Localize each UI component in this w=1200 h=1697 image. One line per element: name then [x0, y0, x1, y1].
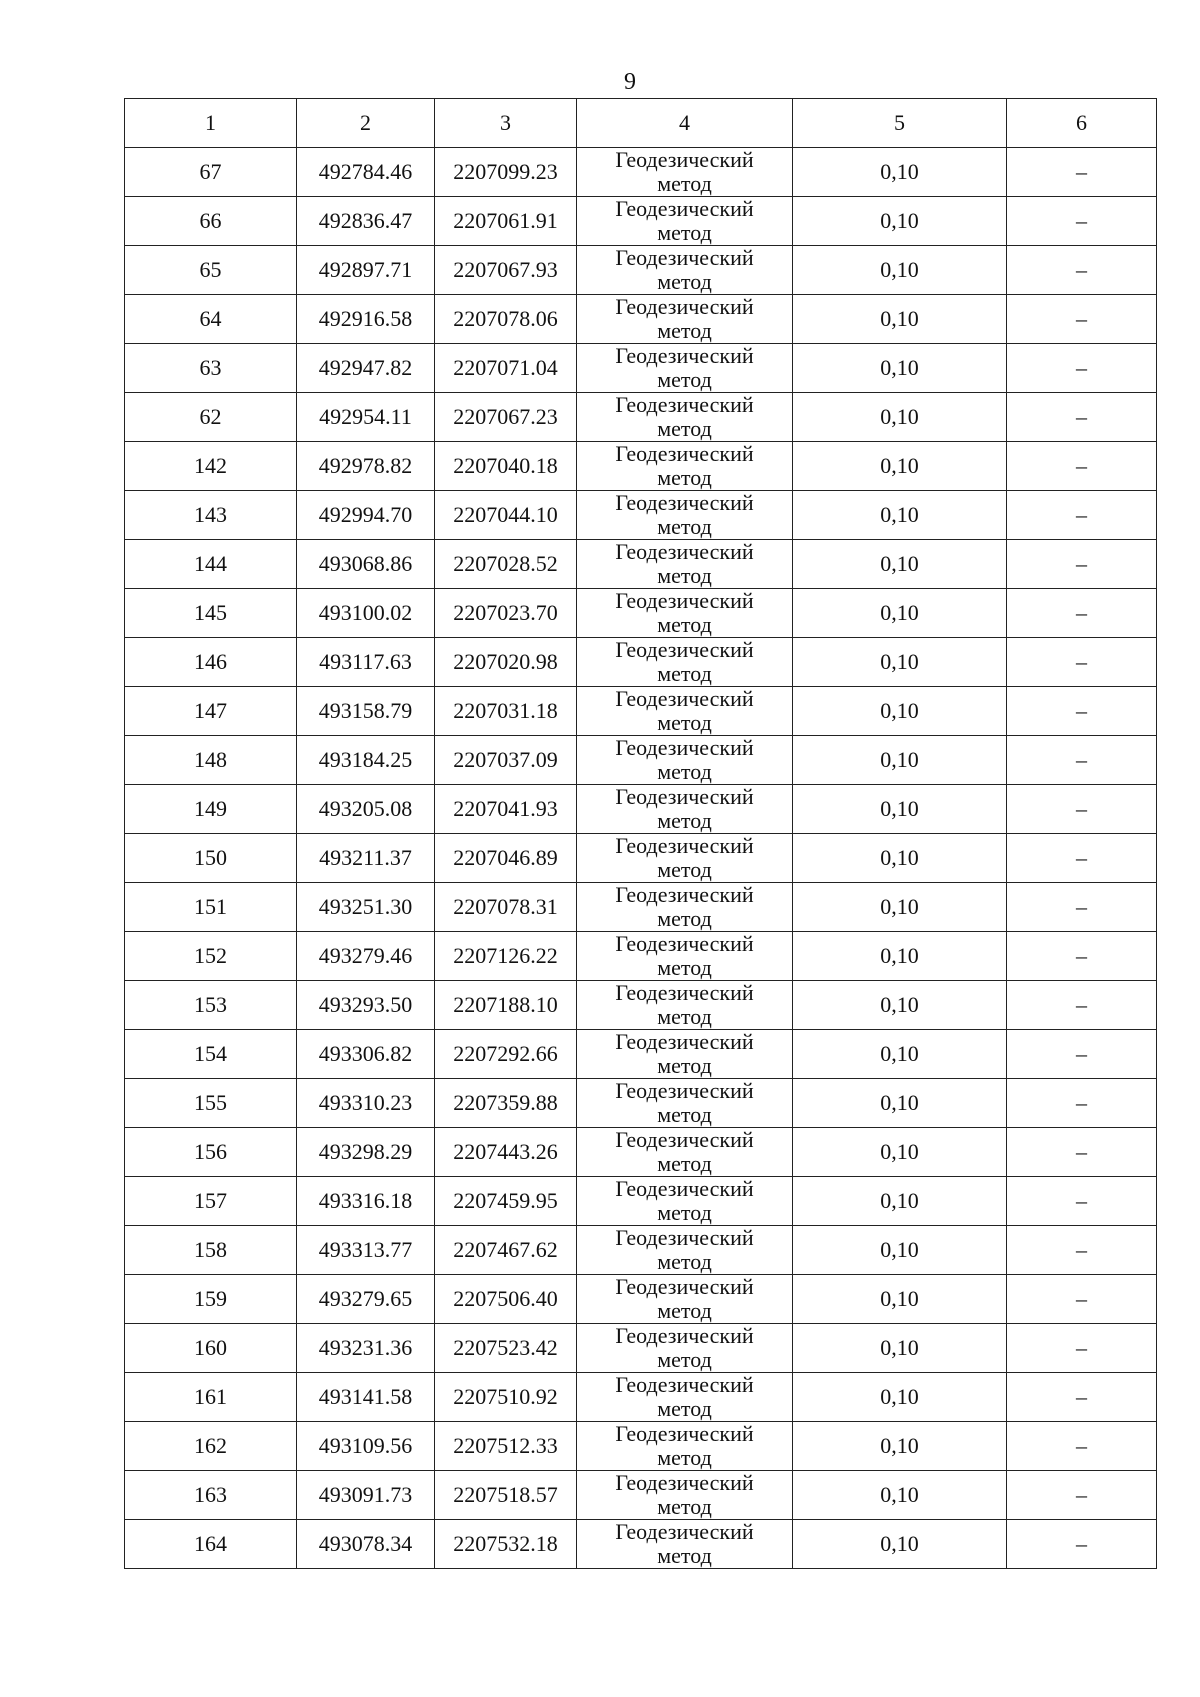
- table-row: [125, 1471, 1157, 1520]
- accuracy-cell: 0,10: [793, 1079, 1007, 1128]
- table-row: [125, 1422, 1157, 1471]
- table-row: [125, 638, 1157, 687]
- table-row: [125, 1177, 1157, 1226]
- method-cell: [577, 785, 793, 834]
- method-line-2: метод: [657, 759, 712, 784]
- point-number-cell: 160: [125, 1324, 297, 1373]
- method-cell: [577, 295, 793, 344]
- x-coordinate-cell: 493279.46: [297, 932, 435, 981]
- point-number-cell: 149: [125, 785, 297, 834]
- method-cell: [577, 638, 793, 687]
- method-cell: [577, 393, 793, 442]
- table-header-row: [125, 99, 1157, 148]
- method-line-2: метод: [657, 906, 712, 931]
- point-number-cell: 64: [125, 295, 297, 344]
- point-number-cell: 67: [125, 148, 297, 197]
- method-line-1: Геодезический: [615, 1372, 754, 1397]
- point-number-cell: 154: [125, 1030, 297, 1079]
- note-cell: –: [1007, 1275, 1157, 1324]
- point-number-cell: 145: [125, 589, 297, 638]
- note-cell: –: [1007, 197, 1157, 246]
- point-number-cell: 150: [125, 834, 297, 883]
- method-line-2: метод: [657, 220, 712, 245]
- table-row: [125, 246, 1157, 295]
- x-coordinate-cell: 493306.82: [297, 1030, 435, 1079]
- note-cell: –: [1007, 932, 1157, 981]
- column-header: 6: [1007, 99, 1157, 148]
- y-coordinate-cell: 2207020.98: [435, 638, 577, 687]
- method-line-2: метод: [657, 1298, 712, 1323]
- x-coordinate-cell: 492994.70: [297, 491, 435, 540]
- method-cell: [577, 834, 793, 883]
- note-cell: –: [1007, 1079, 1157, 1128]
- note-cell: –: [1007, 1128, 1157, 1177]
- column-header: 2: [297, 99, 435, 148]
- y-coordinate-cell: 2207041.93: [435, 785, 577, 834]
- method-line-1: Геодезический: [615, 1225, 754, 1250]
- note-cell: –: [1007, 589, 1157, 638]
- method-line-1: Геодезический: [615, 784, 754, 809]
- accuracy-cell: 0,10: [793, 344, 1007, 393]
- y-coordinate-cell: 2207071.04: [435, 344, 577, 393]
- note-cell: –: [1007, 1471, 1157, 1520]
- table-row: [125, 1079, 1157, 1128]
- point-number-cell: 143: [125, 491, 297, 540]
- method-cell: [577, 883, 793, 932]
- note-cell: –: [1007, 1520, 1157, 1569]
- y-coordinate-cell: 2207506.40: [435, 1275, 577, 1324]
- method-line-1: Геодезический: [615, 588, 754, 613]
- note-cell: –: [1007, 638, 1157, 687]
- method-cell: [577, 589, 793, 638]
- accuracy-cell: 0,10: [793, 883, 1007, 932]
- method-line-1: Геодезический: [615, 882, 754, 907]
- x-coordinate-cell: 493141.58: [297, 1373, 435, 1422]
- point-number-cell: 155: [125, 1079, 297, 1128]
- column-header: 1: [125, 99, 297, 148]
- method-cell: [577, 491, 793, 540]
- point-number-cell: 161: [125, 1373, 297, 1422]
- note-cell: –: [1007, 344, 1157, 393]
- y-coordinate-cell: 2207359.88: [435, 1079, 577, 1128]
- accuracy-cell: 0,10: [793, 148, 1007, 197]
- method-cell: [577, 1275, 793, 1324]
- point-number-cell: 142: [125, 442, 297, 491]
- table-row: [125, 148, 1157, 197]
- column-header: 3: [435, 99, 577, 148]
- accuracy-cell: 0,10: [793, 1177, 1007, 1226]
- x-coordinate-cell: 493068.86: [297, 540, 435, 589]
- note-cell: –: [1007, 295, 1157, 344]
- method-cell: [577, 1471, 793, 1520]
- method-line-1: Геодезический: [615, 392, 754, 417]
- method-cell: [577, 1422, 793, 1471]
- table-row: [125, 687, 1157, 736]
- method-line-2: метод: [657, 269, 712, 294]
- method-line-1: Геодезический: [615, 245, 754, 270]
- note-cell: –: [1007, 687, 1157, 736]
- method-cell: [577, 1177, 793, 1226]
- method-cell: [577, 1324, 793, 1373]
- accuracy-cell: 0,10: [793, 834, 1007, 883]
- table-row: [125, 1275, 1157, 1324]
- point-number-cell: 164: [125, 1520, 297, 1569]
- method-cell: [577, 344, 793, 393]
- x-coordinate-cell: 493298.29: [297, 1128, 435, 1177]
- table-row: [125, 883, 1157, 932]
- x-coordinate-cell: 493205.08: [297, 785, 435, 834]
- y-coordinate-cell: 2207067.23: [435, 393, 577, 442]
- method-line-2: метод: [657, 514, 712, 539]
- table-row: [125, 785, 1157, 834]
- accuracy-cell: 0,10: [793, 1422, 1007, 1471]
- x-coordinate-cell: 493184.25: [297, 736, 435, 785]
- method-line-2: метод: [657, 1347, 712, 1372]
- y-coordinate-cell: 2207078.31: [435, 883, 577, 932]
- method-line-1: Геодезический: [615, 539, 754, 564]
- x-coordinate-cell: 493078.34: [297, 1520, 435, 1569]
- method-cell: [577, 932, 793, 981]
- note-cell: –: [1007, 246, 1157, 295]
- y-coordinate-cell: 2207512.33: [435, 1422, 577, 1471]
- table-row: [125, 442, 1157, 491]
- method-line-1: Геодезический: [615, 735, 754, 760]
- accuracy-cell: 0,10: [793, 442, 1007, 491]
- method-line-1: Геодезический: [615, 833, 754, 858]
- point-number-cell: 157: [125, 1177, 297, 1226]
- accuracy-cell: 0,10: [793, 785, 1007, 834]
- column-header: 4: [577, 99, 793, 148]
- accuracy-cell: 0,10: [793, 736, 1007, 785]
- table-row: [125, 393, 1157, 442]
- method-line-2: метод: [657, 1543, 712, 1568]
- method-line-2: метод: [657, 1151, 712, 1176]
- note-cell: –: [1007, 540, 1157, 589]
- accuracy-cell: 0,10: [793, 1030, 1007, 1079]
- table-row: [125, 981, 1157, 1030]
- point-number-cell: 163: [125, 1471, 297, 1520]
- y-coordinate-cell: 2207044.10: [435, 491, 577, 540]
- method-cell: [577, 1373, 793, 1422]
- accuracy-cell: 0,10: [793, 1520, 1007, 1569]
- method-cell: [577, 1520, 793, 1569]
- accuracy-cell: 0,10: [793, 393, 1007, 442]
- table-row: [125, 1128, 1157, 1177]
- table-row: [125, 295, 1157, 344]
- column-header: 5: [793, 99, 1007, 148]
- accuracy-cell: 0,10: [793, 589, 1007, 638]
- x-coordinate-cell: 493158.79: [297, 687, 435, 736]
- accuracy-cell: 0,10: [793, 540, 1007, 589]
- y-coordinate-cell: 2207040.18: [435, 442, 577, 491]
- x-coordinate-cell: 492978.82: [297, 442, 435, 491]
- point-number-cell: 144: [125, 540, 297, 589]
- note-cell: –: [1007, 736, 1157, 785]
- method-line-2: метод: [657, 416, 712, 441]
- method-cell: [577, 687, 793, 736]
- y-coordinate-cell: 2207467.62: [435, 1226, 577, 1275]
- method-line-1: Геодезический: [615, 441, 754, 466]
- x-coordinate-cell: 493310.23: [297, 1079, 435, 1128]
- table-row: [125, 491, 1157, 540]
- method-line-2: метод: [657, 1004, 712, 1029]
- method-line-1: Геодезический: [615, 1176, 754, 1201]
- method-line-2: метод: [657, 710, 712, 735]
- accuracy-cell: 0,10: [793, 295, 1007, 344]
- page-number: 9: [624, 69, 636, 95]
- method-line-1: Геодезический: [615, 1421, 754, 1446]
- method-line-2: метод: [657, 563, 712, 588]
- table-row: [125, 589, 1157, 638]
- method-cell: [577, 1030, 793, 1079]
- accuracy-cell: 0,10: [793, 981, 1007, 1030]
- accuracy-cell: 0,10: [793, 197, 1007, 246]
- method-line-1: Геодезический: [615, 686, 754, 711]
- method-line-2: метод: [657, 465, 712, 490]
- method-line-2: метод: [657, 1249, 712, 1274]
- x-coordinate-cell: 493117.63: [297, 638, 435, 687]
- y-coordinate-cell: 2207046.89: [435, 834, 577, 883]
- method-cell: [577, 1226, 793, 1275]
- method-line-2: метод: [657, 955, 712, 980]
- method-cell: [577, 736, 793, 785]
- point-number-cell: 63: [125, 344, 297, 393]
- point-number-cell: 159: [125, 1275, 297, 1324]
- note-cell: –: [1007, 1226, 1157, 1275]
- y-coordinate-cell: 2207126.22: [435, 932, 577, 981]
- x-coordinate-cell: 493313.77: [297, 1226, 435, 1275]
- accuracy-cell: 0,10: [793, 1471, 1007, 1520]
- x-coordinate-cell: 492897.71: [297, 246, 435, 295]
- coordinates-table: [124, 98, 1157, 1569]
- point-number-cell: 66: [125, 197, 297, 246]
- table-row: [125, 1030, 1157, 1079]
- accuracy-cell: 0,10: [793, 1324, 1007, 1373]
- accuracy-cell: 0,10: [793, 1128, 1007, 1177]
- x-coordinate-cell: 492784.46: [297, 148, 435, 197]
- accuracy-cell: 0,10: [793, 1275, 1007, 1324]
- method-line-1: Геодезический: [615, 1519, 754, 1544]
- x-coordinate-cell: 493251.30: [297, 883, 435, 932]
- y-coordinate-cell: 2207078.06: [435, 295, 577, 344]
- method-cell: [577, 540, 793, 589]
- y-coordinate-cell: 2207061.91: [435, 197, 577, 246]
- x-coordinate-cell: 492954.11: [297, 393, 435, 442]
- note-cell: –: [1007, 834, 1157, 883]
- point-number-cell: 162: [125, 1422, 297, 1471]
- table-row: [125, 834, 1157, 883]
- note-cell: –: [1007, 393, 1157, 442]
- method-line-1: Геодезический: [615, 1470, 754, 1495]
- point-number-cell: 65: [125, 246, 297, 295]
- note-cell: –: [1007, 1177, 1157, 1226]
- method-line-1: Геодезический: [615, 637, 754, 662]
- point-number-cell: 62: [125, 393, 297, 442]
- y-coordinate-cell: 2207292.66: [435, 1030, 577, 1079]
- method-line-2: метод: [657, 318, 712, 343]
- point-number-cell: 147: [125, 687, 297, 736]
- method-cell: [577, 197, 793, 246]
- method-line-1: Геодезический: [615, 196, 754, 221]
- method-line-2: метод: [657, 808, 712, 833]
- method-line-2: метод: [657, 1053, 712, 1078]
- accuracy-cell: 0,10: [793, 1226, 1007, 1275]
- x-coordinate-cell: 493100.02: [297, 589, 435, 638]
- method-line-2: метод: [657, 612, 712, 637]
- method-line-2: метод: [657, 1200, 712, 1225]
- point-number-cell: 156: [125, 1128, 297, 1177]
- accuracy-cell: 0,10: [793, 638, 1007, 687]
- table-row: [125, 540, 1157, 589]
- method-line-1: Геодезический: [615, 343, 754, 368]
- table-row: [125, 1373, 1157, 1422]
- point-number-cell: 152: [125, 932, 297, 981]
- method-line-1: Геодезический: [615, 931, 754, 956]
- method-line-1: Геодезический: [615, 294, 754, 319]
- point-number-cell: 151: [125, 883, 297, 932]
- note-cell: –: [1007, 148, 1157, 197]
- note-cell: –: [1007, 491, 1157, 540]
- x-coordinate-cell: 492836.47: [297, 197, 435, 246]
- note-cell: –: [1007, 442, 1157, 491]
- method-cell: [577, 1079, 793, 1128]
- method-line-2: метод: [657, 367, 712, 392]
- table-row: [125, 932, 1157, 981]
- note-cell: –: [1007, 785, 1157, 834]
- method-line-2: метод: [657, 1494, 712, 1519]
- y-coordinate-cell: 2207518.57: [435, 1471, 577, 1520]
- method-line-1: Геодезический: [615, 490, 754, 515]
- method-line-2: метод: [657, 857, 712, 882]
- method-line-2: метод: [657, 171, 712, 196]
- method-cell: [577, 148, 793, 197]
- table-row: [125, 197, 1157, 246]
- x-coordinate-cell: 493231.36: [297, 1324, 435, 1373]
- y-coordinate-cell: 2207067.93: [435, 246, 577, 295]
- method-line-2: метод: [657, 1102, 712, 1127]
- method-line-1: Геодезический: [615, 1127, 754, 1152]
- method-line-1: Геодезический: [615, 147, 754, 172]
- x-coordinate-cell: 493316.18: [297, 1177, 435, 1226]
- note-cell: –: [1007, 1422, 1157, 1471]
- method-cell: [577, 442, 793, 491]
- x-coordinate-cell: 493109.56: [297, 1422, 435, 1471]
- point-number-cell: 153: [125, 981, 297, 1030]
- note-cell: –: [1007, 883, 1157, 932]
- method-line-1: Геодезический: [615, 1274, 754, 1299]
- note-cell: –: [1007, 1373, 1157, 1422]
- x-coordinate-cell: 493293.50: [297, 981, 435, 1030]
- y-coordinate-cell: 2207099.23: [435, 148, 577, 197]
- method-cell: [577, 1128, 793, 1177]
- point-number-cell: 148: [125, 736, 297, 785]
- accuracy-cell: 0,10: [793, 687, 1007, 736]
- accuracy-cell: 0,10: [793, 246, 1007, 295]
- method-line-1: Геодезический: [615, 1323, 754, 1348]
- note-cell: –: [1007, 1324, 1157, 1373]
- point-number-cell: 158: [125, 1226, 297, 1275]
- y-coordinate-cell: 2207510.92: [435, 1373, 577, 1422]
- method-cell: [577, 981, 793, 1030]
- y-coordinate-cell: 2207037.09: [435, 736, 577, 785]
- x-coordinate-cell: 492916.58: [297, 295, 435, 344]
- accuracy-cell: 0,10: [793, 491, 1007, 540]
- point-number-cell: 146: [125, 638, 297, 687]
- table-row: [125, 1520, 1157, 1569]
- y-coordinate-cell: 2207031.18: [435, 687, 577, 736]
- y-coordinate-cell: 2207459.95: [435, 1177, 577, 1226]
- method-line-2: метод: [657, 1445, 712, 1470]
- y-coordinate-cell: 2207188.10: [435, 981, 577, 1030]
- x-coordinate-cell: 493279.65: [297, 1275, 435, 1324]
- table-row: [125, 736, 1157, 785]
- method-line-2: метод: [657, 661, 712, 686]
- x-coordinate-cell: 493091.73: [297, 1471, 435, 1520]
- method-line-1: Геодезический: [615, 1029, 754, 1054]
- y-coordinate-cell: 2207023.70: [435, 589, 577, 638]
- table-row: [125, 1226, 1157, 1275]
- table-row: [125, 344, 1157, 393]
- table-row: [125, 1324, 1157, 1373]
- y-coordinate-cell: 2207443.26: [435, 1128, 577, 1177]
- method-line-1: Геодезический: [615, 1078, 754, 1103]
- method-line-2: метод: [657, 1396, 712, 1421]
- note-cell: –: [1007, 981, 1157, 1030]
- method-line-1: Геодезический: [615, 980, 754, 1005]
- y-coordinate-cell: 2207532.18: [435, 1520, 577, 1569]
- x-coordinate-cell: 492947.82: [297, 344, 435, 393]
- x-coordinate-cell: 493211.37: [297, 834, 435, 883]
- accuracy-cell: 0,10: [793, 932, 1007, 981]
- y-coordinate-cell: 2207523.42: [435, 1324, 577, 1373]
- note-cell: –: [1007, 1030, 1157, 1079]
- method-cell: [577, 246, 793, 295]
- accuracy-cell: 0,10: [793, 1373, 1007, 1422]
- y-coordinate-cell: 2207028.52: [435, 540, 577, 589]
